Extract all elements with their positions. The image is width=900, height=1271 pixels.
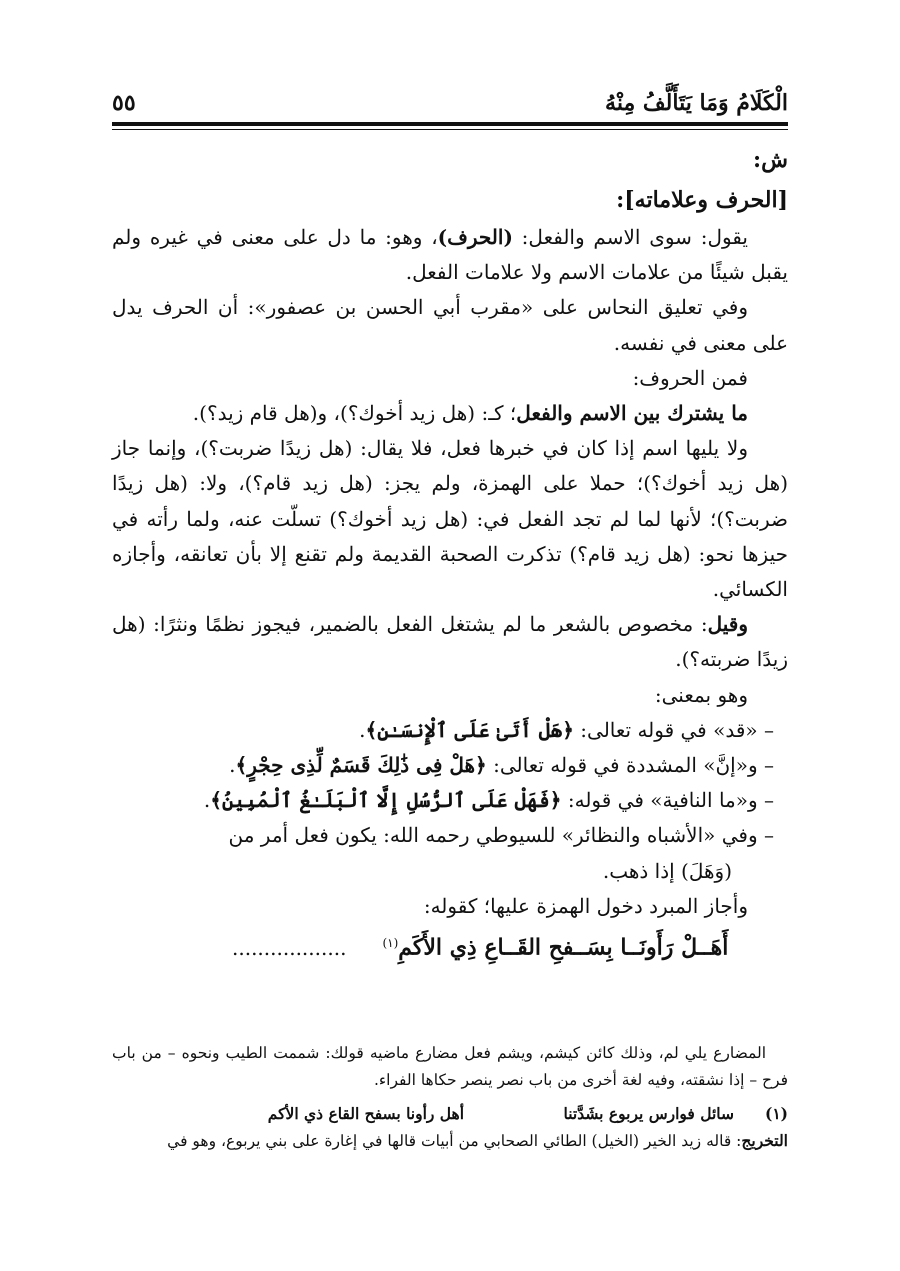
paragraph: وأجاز المبرد دخول الهمزة عليها؛ كقوله:	[423, 893, 748, 918]
takhrij-label: التخريج	[741, 1131, 788, 1150]
text: – و«ما النافية» في قوله:	[561, 788, 774, 813]
text: – «قد» في قوله تعالى:	[573, 717, 774, 742]
paragraph: فمن الحروف:	[632, 365, 748, 390]
commentary-label: ش:	[753, 147, 788, 173]
text: يقول: سوى الاسم والفعل:	[512, 225, 748, 249]
footnote-text: المضارع يلي لم، وذلك كائن كيشم، ويشم فعل مضارع ماضيه قولك: شممت الطيب ونحوه – من باب فرح – إذا نشقته، وفيه لغة أخرى من باب نصر ينصر حكاها الفراء.	[112, 1044, 788, 1089]
takhrij	[112, 1127, 788, 1155]
list-item	[112, 748, 788, 783]
poem-hemistich: أهل رأونا بسفح القاع ذي الأكم	[267, 1104, 464, 1123]
list-item	[112, 713, 788, 748]
text: – و«إنَّ» المشددة في قوله تعالى:	[486, 753, 774, 778]
section-title: [الحرف وعلاماته]:	[616, 187, 788, 213]
paragraph: وفي تعليق النحاس على «مقرب أبي الحسن بن عصفور»: أن الحرف يدل على معنى في نفسه.	[112, 295, 788, 355]
page-header	[112, 82, 788, 116]
page-number: ٥٥	[112, 90, 136, 116]
text: ، وهو: ما دل على معنى في غيره ولم يقبل شيئًا من علامات الاسم ولا علامات الفعل.	[112, 225, 788, 285]
paragraph	[112, 396, 788, 431]
poem-hemistich: سائل فوارس يربوع بشَدَّتنا	[563, 1104, 734, 1123]
text: ؛ كـ: (هل زيد أخوك؟)، و(هل قام زيد؟).	[192, 401, 517, 426]
term: وقيل	[707, 612, 748, 637]
list-item	[112, 783, 788, 818]
text: : مخصوص بالشعر ما لم يشتغل الفعل بالضمير، فيجوز نظمًا ونثرًا: (هل زيدًا ضربته؟).	[112, 612, 788, 672]
term: (الحرف)	[437, 225, 513, 249]
text: .	[229, 753, 236, 778]
paragraph	[112, 607, 788, 677]
list-item: – وفي «الأشباه والنظائر» للسيوطي رحمه الله: يكون فعل أمر من	[228, 823, 774, 848]
footnote-number: (١)	[764, 1104, 788, 1123]
text: .	[359, 717, 366, 742]
paragraph	[112, 220, 788, 290]
footnote-poem	[112, 1100, 788, 1127]
verse-text: أَهَــلْ رَأَونَــا بِسَــفحِ القَــاعِ ذِي الأَكَمِ	[398, 934, 729, 961]
poetry-verse	[112, 924, 788, 967]
running-title: الْكَلَامُ وَمَا يَتَأَلَّفُ مِنْهُ	[605, 90, 788, 116]
list-item-continuation: (وَهَلَ) إذا ذهب.	[602, 858, 732, 883]
quran-verse: ﴿هَلْ فِى ذَٰلِكَ قَسَمٌ لِّذِى حِجْرٍ﴾	[235, 753, 487, 778]
paragraph: وهو بمعنى:	[654, 682, 748, 707]
header-rule-thin	[112, 129, 788, 130]
verse-dots: ..................	[232, 935, 347, 960]
paragraph: ولا يليها اسم إذا كان في خبرها فعل، فلا يقال: (هل زيدًا ضربت؟)، وإنما جاز (هل زيد أخوك؟)؛ حملا على الهمزة، ولم يجز: (هل زيد قام؟)، ولا: (هل زيدًا ضربت؟)؛ لأنها لما لم تجد الفعل في: (هل زيد أخوك؟) تسلّت عنه، ولما رأته في حيزها نحو: (هل زيد قام؟) تذكرت الصحبة القديمة ولم تقنع إلا بأن تعانقه، وأجازه الكسائي.	[112, 436, 788, 602]
footnotes	[112, 1040, 788, 1155]
quran-verse: ﴿فَهَلْ عَلَى ٱلرُّسُلِ إِلَّا ٱلْبَلَـٰغُ ٱلْمُبِينُ﴾	[210, 788, 562, 813]
quran-verse: ﴿هَلْ أَتَىٰ عَلَى ٱلْإِنسَـٰنِ﴾	[365, 717, 574, 742]
text: .	[203, 788, 211, 813]
term: ما يشترك بين الاسم والفعل	[516, 401, 748, 426]
takhrij-text: : قاله زيد الخير (الخيل) الطائي الصحابي من أبيات قالها في إغارة على بني يربوع، وهو في	[167, 1132, 742, 1150]
main-text	[112, 140, 788, 967]
header-rule-thick	[112, 122, 788, 126]
footnote-ref: (١)	[382, 936, 399, 951]
